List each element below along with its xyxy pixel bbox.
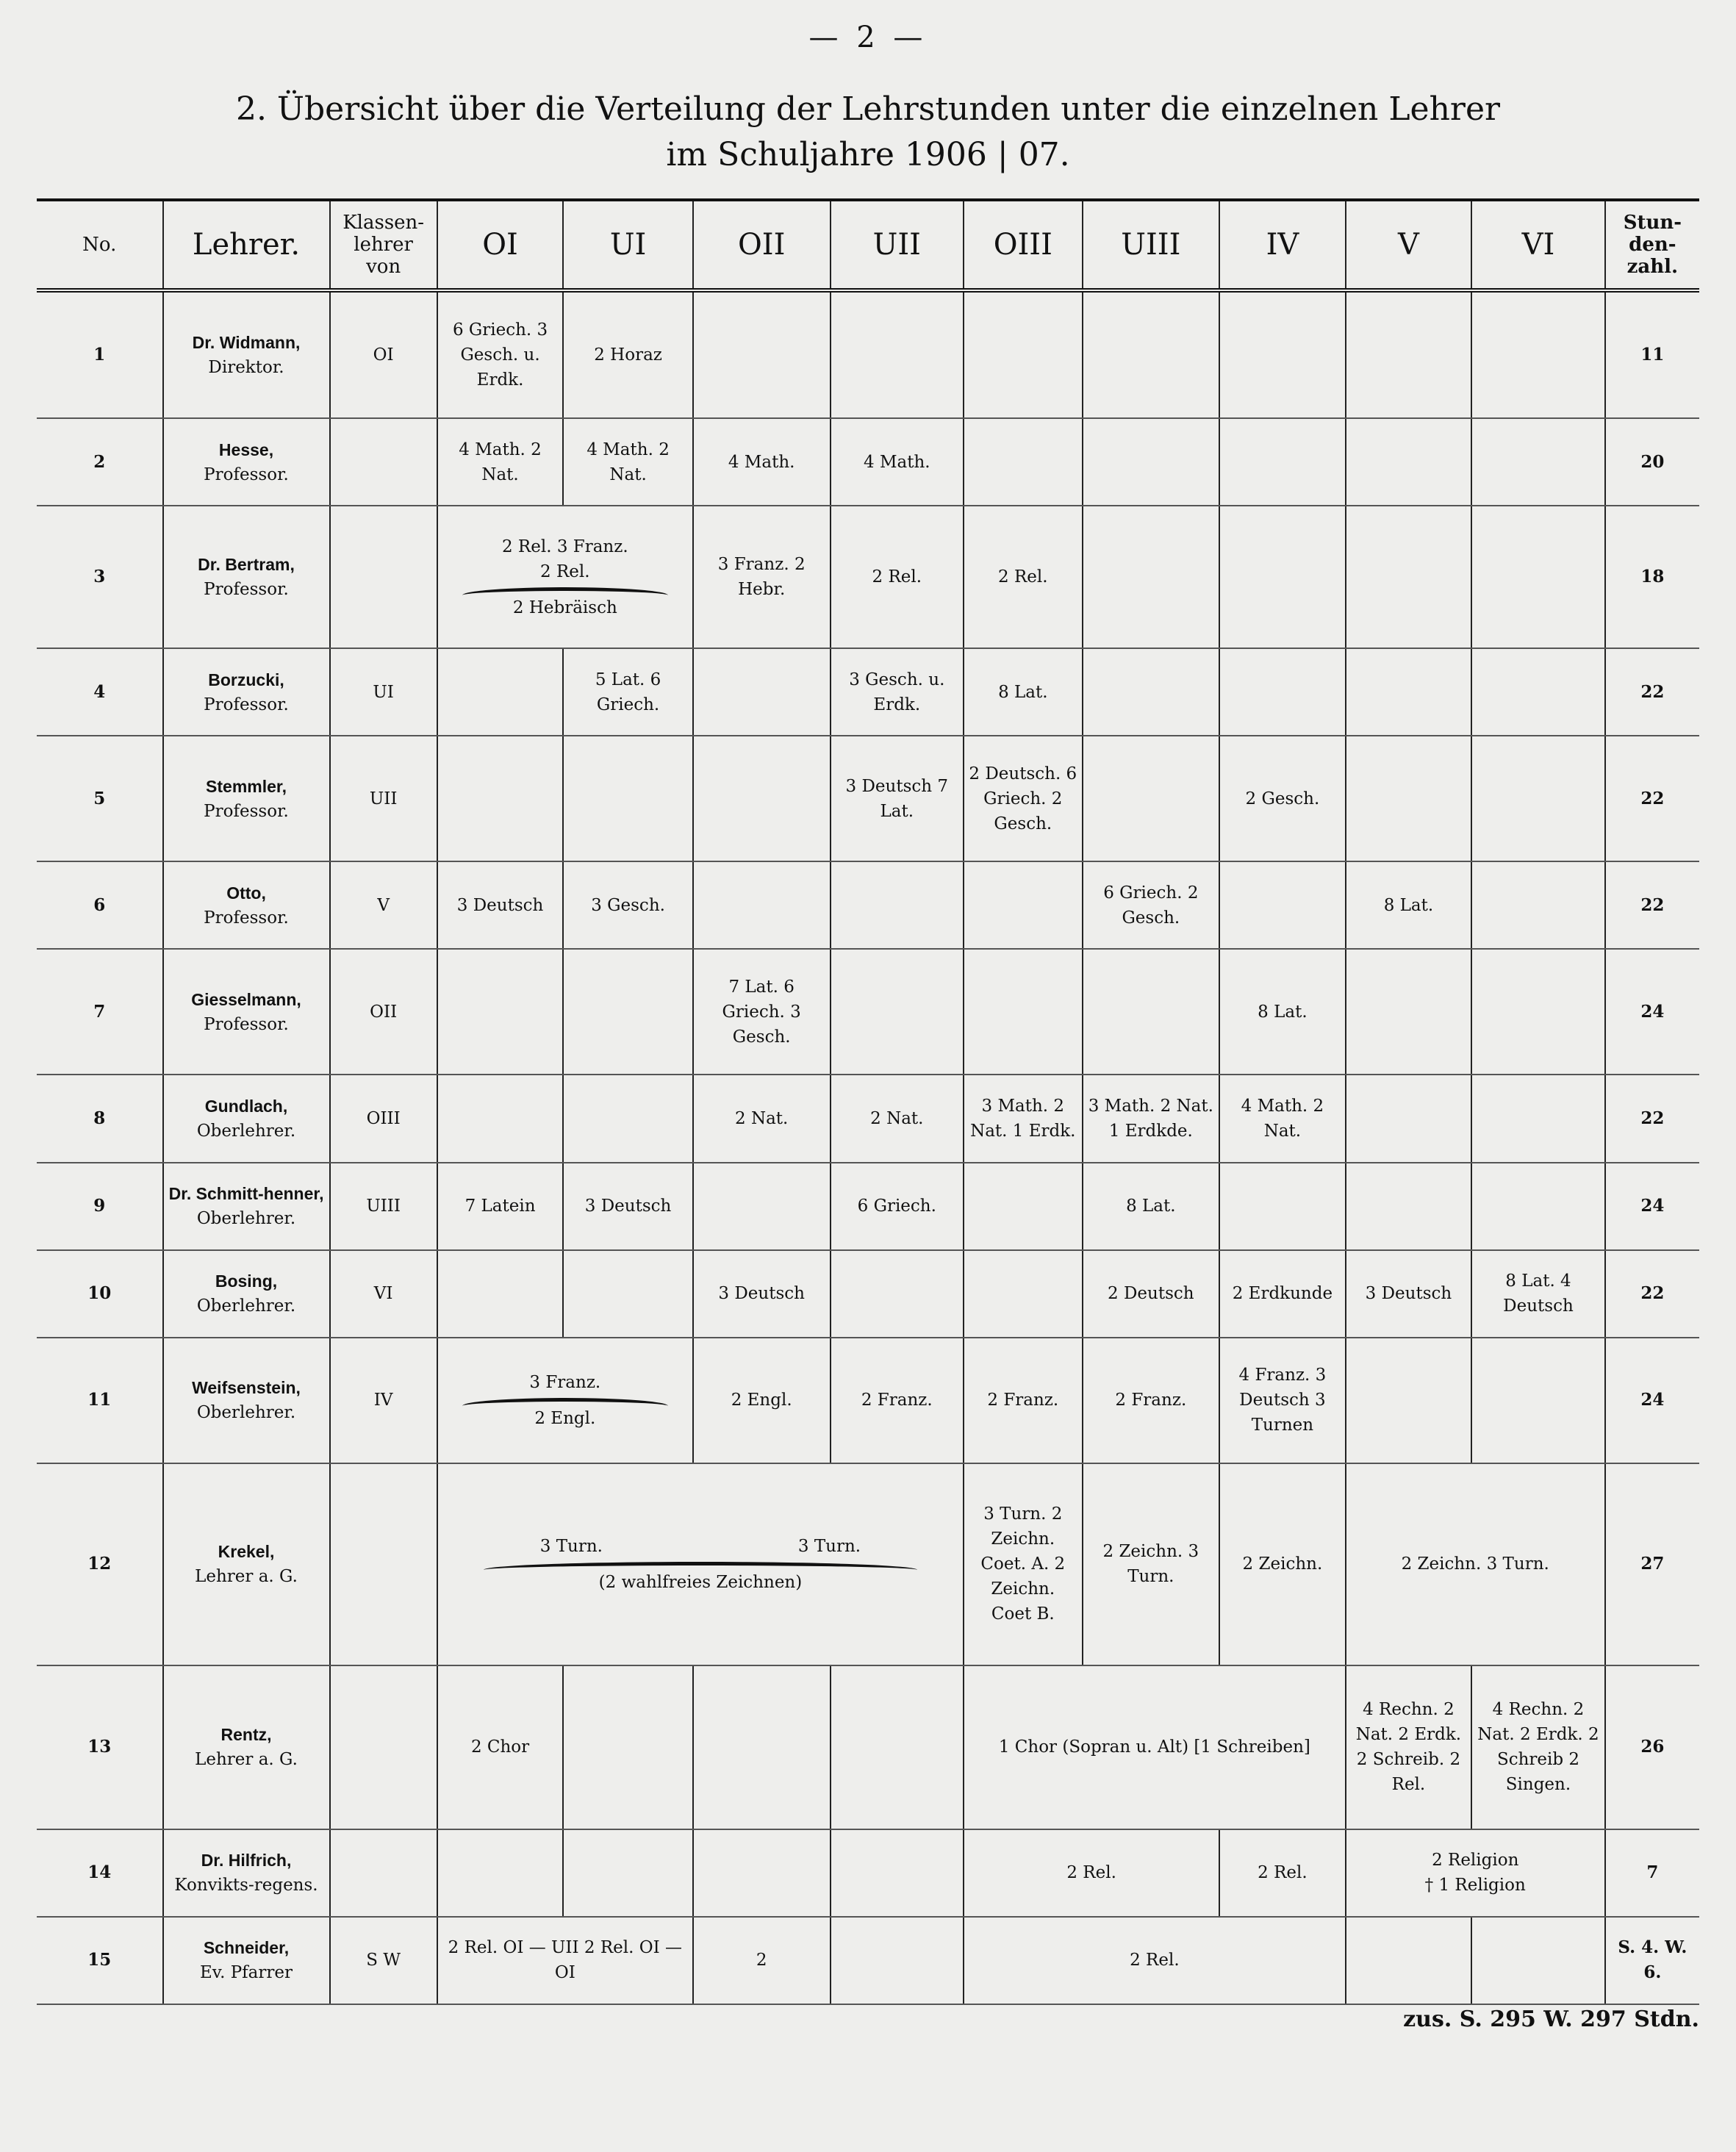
table-row [37,1075,1699,1162]
header-uii: UII [831,200,964,290]
cell-uii [831,1829,964,1917]
grand-total: zus. S. 295 W. 297 Stdn. [1403,2006,1699,2032]
cell-iv: 4 Franz. 3 Deutsch 3 Turnen [1219,1338,1346,1463]
cell-oiii: 2 Rel. [964,506,1082,648]
header-no: No. [37,200,163,290]
cell-oii [693,736,831,861]
teacher-cell [163,1665,330,1829]
cell-ui [563,1665,693,1829]
span-label: 2 Hebräisch [512,598,617,617]
teacher-role: Oberlehrer. [196,1403,296,1423]
hours-total: 24 [1605,1338,1699,1463]
cell-vi [1471,1075,1605,1162]
cell-iv [1219,418,1346,506]
hours-total: 7 [1605,1829,1699,1917]
cell-oii: 2 Nat. [693,1075,831,1162]
cell-oi [437,648,564,736]
cell-oiii-iv: 2 Rel. [964,1917,1346,2004]
cell-oii: 2 Engl. [693,1338,831,1463]
cell-oii [693,1163,831,1250]
cell-oii [693,1829,831,1917]
cell-uiii: 2 Deutsch [1083,1250,1220,1338]
cell-iv: 2 Zeichn. [1219,1463,1346,1665]
class-teacher-cell [330,1829,437,1917]
hours-total: 27 [1605,1463,1699,1665]
teacher-role: Professor. [204,801,289,821]
cell-vi: 8 Lat. 4 Deutsch [1471,1250,1605,1338]
teacher-cell [163,949,330,1075]
class-teacher-cell: OIII [330,1075,437,1162]
cell-v-text: 2 Religion [1432,1851,1519,1871]
hours-total: 18 [1605,506,1699,648]
cell-ui: 4 Math. 2 Nat. [563,418,693,506]
class-teacher-cell: IV [330,1338,437,1463]
cell-v: 8 Lat. [1346,861,1472,949]
cell-uii: 2 Rel. [831,506,964,648]
teacher-role: Oberlehrer. [196,1209,296,1229]
page-number: — 2 — [808,21,928,54]
hours-total: 22 [1605,1075,1699,1162]
span-label: 2 Engl. [534,1408,596,1428]
cell-ui [563,1829,693,1917]
teacher-name: Stemmler, [206,776,287,796]
teacher-cell [163,290,330,418]
row-number: 6 [37,861,163,949]
header-vi: VI [1471,200,1605,290]
teacher-cell [163,1829,330,1917]
cell-ui [563,1250,693,1338]
teacher-cell [163,1917,330,2004]
cell-v [1346,1075,1472,1162]
cell-iv [1219,290,1346,418]
row-number: 12 [37,1463,163,1665]
title-line-2: im Schuljahre 1906 | 07. [666,136,1070,173]
cell-oiii: 3 Turn. 2 Zeichn. Coet. A. 2 Zeichn. Coet B. [964,1463,1082,1665]
cell-oii [693,861,831,949]
cell-vi [1471,290,1605,418]
cell-ui: 5 Lat. 6 Griech. [563,648,693,736]
cell-vi [1471,418,1605,506]
class-teacher-cell: VI [330,1250,437,1338]
teacher-role: Professor. [204,1014,289,1034]
class-teacher-cell: UIII [330,1163,437,1250]
table-row [37,1338,1699,1463]
row-number: 9 [37,1163,163,1250]
cell-vi [1471,1163,1605,1250]
cell-iv: 2 Erdkunde [1219,1250,1346,1338]
cell-vi [1471,506,1605,648]
cell-oi [437,1075,564,1162]
table-row [37,648,1699,736]
turn-row [442,1534,958,1559]
class-teacher-cell: UII [330,736,437,861]
teacher-role: Konvikts-regens. [174,1876,318,1895]
cell-oi-ui: 2 Rel. OI — UII 2 Rel. OI — OI [437,1917,693,2004]
cell-oi: 3 Deutsch [437,861,564,949]
cell-ui: 3 Gesch. [563,861,693,949]
teacher-name: Dr. Widmann, [192,333,301,353]
teaching-distribution-table [37,198,1699,2005]
table-row [37,418,1699,506]
table-row [37,1829,1699,1917]
cell-uiii: 2 Franz. [1083,1338,1220,1463]
hours-total: 22 [1605,648,1699,736]
title-line-1: 2. Übersicht über die Verteilung der Lehrstunden unter die einzelnen Lehrer [235,90,1501,128]
row-number: 15 [37,1917,163,2004]
header-oi: OI [437,200,564,290]
header-oiii: OIII [964,200,1082,290]
teacher-cell [163,736,330,861]
cell-uii [831,1250,964,1338]
row-number: 1 [37,290,163,418]
cell-oi [437,736,564,861]
cell-oiii: 8 Lat. [964,648,1082,736]
cell-oiii [964,290,1082,418]
cell-uii: 3 Deutsch 7 Lat. [831,736,964,861]
cell-oiii-iv: 1 Chor (Sopran u. Alt) [1 Schreiben] [964,1665,1346,1829]
row-number: 4 [37,648,163,736]
cell-uii [831,949,964,1075]
cell-ui-text: 2 Rel. [540,562,590,581]
teacher-cell [163,1338,330,1463]
table-row [37,1665,1699,1829]
header-oii: OII [693,200,831,290]
cell-v [1346,290,1472,418]
class-teacher-cell: OII [330,949,437,1075]
teacher-role: Professor. [204,695,289,714]
row-number: 13 [37,1665,163,1829]
cell-v [1346,418,1472,506]
cell-oiii [964,418,1082,506]
cell-oiii [964,861,1082,949]
class-teacher-cell: OI [330,290,437,418]
table-row [37,949,1699,1075]
teacher-name: Weifsenstein, [192,1378,301,1398]
cell-v-vi [1346,1829,1605,1917]
teacher-role: Professor. [204,465,289,484]
teacher-role: Direktor. [208,358,284,378]
cell-ui [563,736,693,861]
teacher-name: Rentz, [220,1725,272,1745]
cell-vi-text: † 1 Religion [1424,1876,1526,1895]
cell-uii: 6 Griech. [831,1163,964,1250]
cell-uii [831,1665,964,1829]
cell-oiii [964,949,1082,1075]
cell-uiii [1083,648,1220,736]
row-number: 8 [37,1075,163,1162]
class-teacher-cell: UI [330,648,437,736]
cell-uii: 4 Math. [831,418,964,506]
cell-uiii [1083,506,1220,648]
teacher-name: Otto, [226,883,266,903]
brace-mark [462,1398,669,1406]
header-ui: UI [563,200,693,290]
cell-ui: 2 Horaz [563,290,693,418]
cell-v [1346,736,1472,861]
teacher-name: Hesse, [218,440,274,459]
cell-oii-text: 3 Turn. [797,1536,861,1556]
hours-total: 26 [1605,1665,1699,1829]
cell-oi: 4 Math. 2 Nat. [437,418,564,506]
teacher-name: Dr. Schmitt-henner, [168,1184,324,1204]
row-number: 7 [37,949,163,1075]
teacher-cell [163,418,330,506]
header-v: V [1346,200,1472,290]
hours-total: 24 [1605,949,1699,1075]
cell-uiii [1083,949,1220,1075]
teacher-cell [163,1463,330,1665]
cell-oiii: 2 Deutsch. 6 Griech. 2 Gesch. [964,736,1082,861]
cell-uii [831,1917,964,2004]
header-iv: IV [1219,200,1346,290]
teacher-cell [163,1075,330,1162]
cell-iv [1219,506,1346,648]
cell-oi-ui [437,1338,693,1463]
teacher-role: Ev. Pfarrer [200,1963,293,1983]
cell-oii [693,1665,831,1829]
cell-oi [437,1250,564,1338]
teacher-role: Lehrer a. G. [195,1567,298,1587]
hours-total: 22 [1605,1250,1699,1338]
row-number: 2 [37,418,163,506]
cell-oi: 7 Latein [437,1163,564,1250]
cell-v [1346,1917,1472,2004]
cell-uiii [1083,290,1220,418]
cell-oii [693,290,831,418]
cell-uii: 2 Nat. [831,1075,964,1162]
teacher-name: Schneider, [203,1938,290,1958]
cell-oiii [964,1163,1082,1250]
cell-v [1346,648,1472,736]
hours-total: 22 [1605,861,1699,949]
table-row [37,1250,1699,1338]
hours-total: 24 [1605,1163,1699,1250]
cell-oi-text: 2 Rel. 3 Franz. [501,537,628,556]
cell-ui [563,949,693,1075]
cell-oi: 2 Chor [437,1665,564,1829]
teacher-role: Professor. [204,580,289,600]
cell-oii: 3 Franz. 2 Hebr. [693,506,831,648]
cell-uii: 2 Franz. [831,1338,964,1463]
cell-oii: 3 Deutsch [693,1250,831,1338]
cell-oi-uii [437,1463,964,1665]
teacher-cell [163,648,330,736]
teacher-role: Professor. [204,908,289,928]
teacher-role: Oberlehrer. [196,1296,296,1316]
teacher-name: Borzucki, [208,670,284,689]
class-teacher-cell [330,1665,437,1829]
header-teacher: Lehrer. [163,200,330,290]
cell-ui-text: 3 Franz. [529,1372,601,1392]
cell-uiii [1083,736,1220,861]
cell-v [1346,949,1472,1075]
cell-oii [693,648,831,736]
cell-vi [1471,1338,1605,1463]
row-number: 5 [37,736,163,861]
cell-oiii [964,1250,1082,1338]
cell-vi [1471,949,1605,1075]
teacher-name: Krekel, [218,1542,275,1562]
cell-uiii: 8 Lat. [1083,1163,1220,1250]
teacher-cell [163,861,330,949]
table-row [37,1917,1699,2004]
table-row [37,290,1699,418]
cell-v [1346,1163,1472,1250]
teacher-cell [163,1163,330,1250]
table-row [37,736,1699,861]
cell-iv [1219,861,1346,949]
cell-oiii: 3 Math. 2 Nat. 1 Erdk. [964,1075,1082,1162]
cell-uii [831,290,964,418]
cell-vi [1471,736,1605,861]
header-class-teacher: Klassen-lehrer von [330,200,437,290]
hours-total: 22 [1605,736,1699,861]
row-number: 10 [37,1250,163,1338]
class-teacher-cell [330,418,437,506]
cell-uii [831,861,964,949]
cell-v: 3 Deutsch [1346,1250,1472,1338]
teacher-name: Giesselmann, [191,989,301,1009]
teacher-name: Dr. Bertram, [198,555,295,575]
class-teacher-cell [330,506,437,648]
class-teacher-cell: V [330,861,437,949]
page-title [0,87,1736,178]
teacher-role: Oberlehrer. [196,1121,296,1141]
cell-uii: 3 Gesch. u. Erdk. [831,648,964,736]
table-row [37,861,1699,949]
cell-iv: 4 Math. 2 Nat. [1219,1075,1346,1162]
row-number: 3 [37,506,163,648]
cell-oii: 7 Lat. 6 Griech. 3 Gesch. [693,949,831,1075]
cell-v [1346,1338,1472,1463]
cell-uiii [1083,418,1220,506]
cell-oii: 4 Math. [693,418,831,506]
cell-ui: 3 Deutsch [563,1163,693,1250]
cell-iv [1219,648,1346,736]
teacher-role: Lehrer a. G. [195,1750,298,1770]
cell-iv: 2 Gesch. [1219,736,1346,861]
cell-uiii: 2 Zeichn. 3 Turn. [1083,1463,1220,1665]
class-teacher-cell: S W [330,1917,437,2004]
cell-ui [563,1075,693,1162]
cell-vi [1471,1917,1605,2004]
teacher-name: Bosing, [215,1272,278,1291]
span-label: (2 wahlfreies Zeichnen) [598,1572,803,1592]
cell-vi [1471,861,1605,949]
cell-oii: 2 [693,1917,831,2004]
header-total: Stun-den-zahl. [1605,200,1699,290]
cell-v [1346,506,1472,648]
row-number: 14 [37,1829,163,1917]
cell-uiii: 3 Math. 2 Nat. 1 Erdkde. [1083,1075,1220,1162]
row-number: 11 [37,1338,163,1463]
cell-oiii-uiii: 2 Rel. [964,1829,1219,1917]
brace-mark [484,1562,917,1570]
cell-oi [437,949,564,1075]
cell-oi [437,1829,564,1917]
header-row [37,200,1699,290]
teacher-name: Gundlach, [204,1096,288,1116]
hours-total: S. 4. W. 6. [1605,1917,1699,2004]
cell-vi: 4 Rechn. 2 Nat. 2 Erdk. 2 Schreib 2 Singen. [1471,1665,1605,1829]
cell-vi [1471,648,1605,736]
hours-total: 20 [1605,418,1699,506]
header-uiii: UIII [1083,200,1220,290]
cell-oi-ui [437,506,693,648]
class-teacher-cell [330,1463,437,1665]
cell-oi-text: 3 Turn. [539,1536,603,1556]
teacher-cell [163,1250,330,1338]
cell-v: 4 Rechn. 2 Nat. 2 Erdk. 2 Schreib. 2 Rel. [1346,1665,1472,1829]
cell-oiii: 2 Franz. [964,1338,1082,1463]
cell-v-vi: 2 Zeichn. 3 Turn. [1346,1463,1605,1665]
cell-uiii: 6 Griech. 2 Gesch. [1083,861,1220,949]
cell-oi: 6 Griech. 3 Gesch. u. Erdk. [437,290,564,418]
table-row [37,1163,1699,1250]
cell-iv: 2 Rel. [1219,1829,1346,1917]
brace-mark [462,587,669,595]
table-body [37,290,1699,2004]
cell-iv [1219,1163,1346,1250]
table-row [37,506,1699,648]
teacher-cell [163,506,330,648]
table-row [37,1463,1699,1665]
cell-iv: 8 Lat. [1219,949,1346,1075]
teacher-name: Dr. Hilfrich, [201,1851,292,1871]
hours-total: 11 [1605,290,1699,418]
